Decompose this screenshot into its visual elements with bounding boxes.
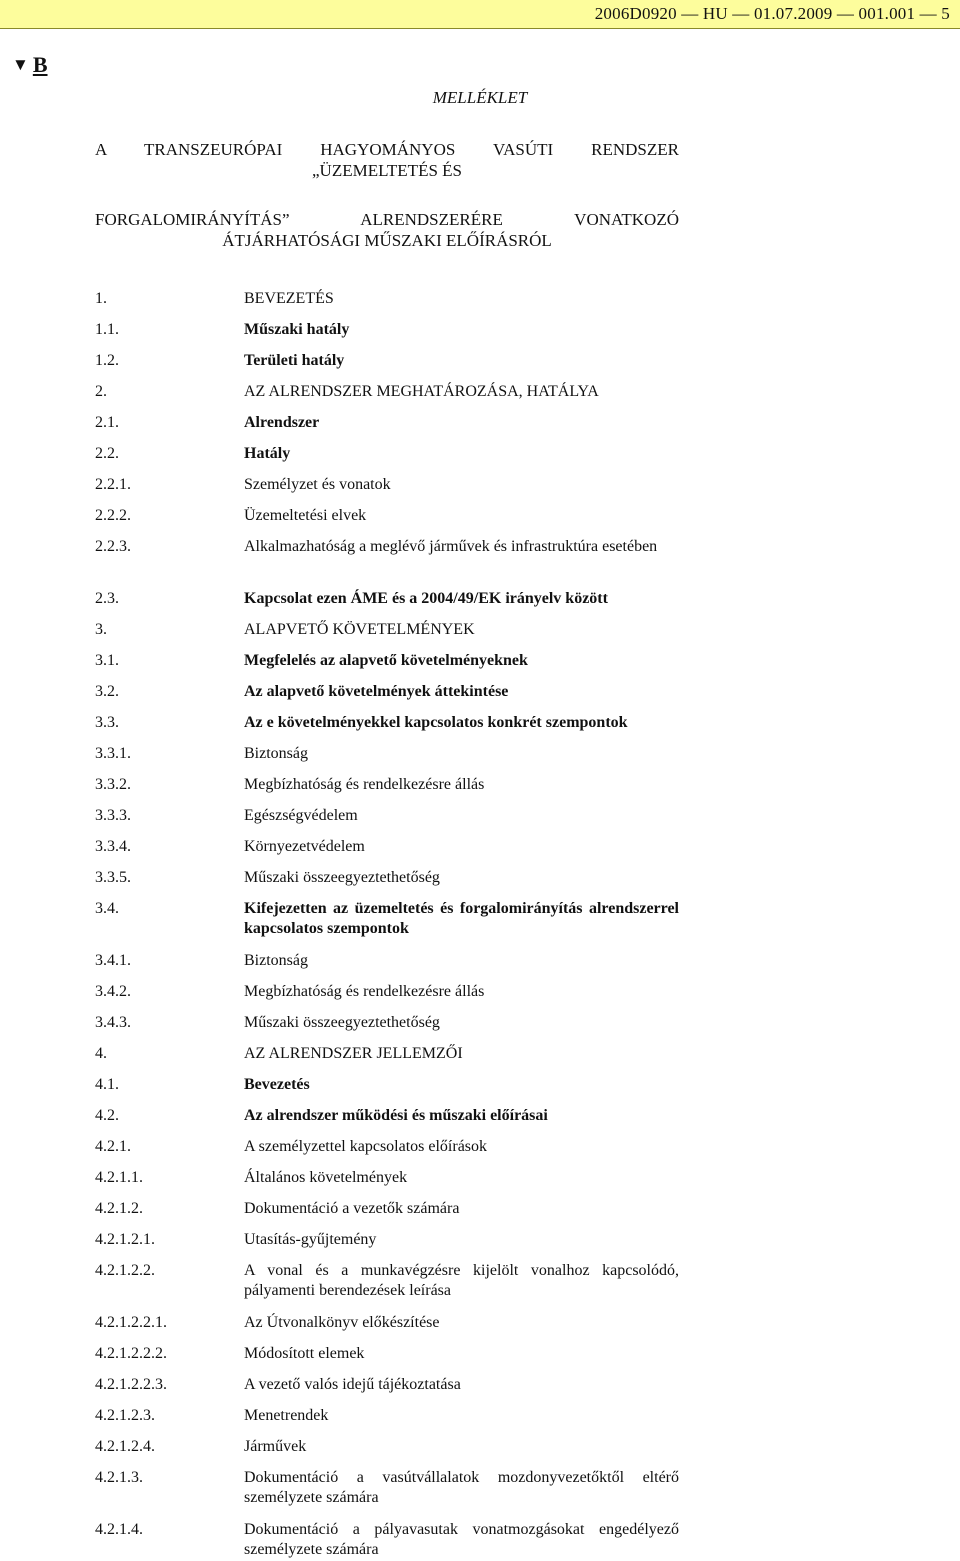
toc-entry-number: 3.3.2. bbox=[95, 776, 131, 793]
toc-entry-number: 2.1. bbox=[95, 414, 119, 431]
toc-entry-number: 4.2.1.2.2.3. bbox=[95, 1376, 167, 1393]
toc-entry-number: 3.4.3. bbox=[95, 1014, 131, 1031]
toc-entry-title: Kifejezetten az üzemeltetés és forgalomirányítás alrendszerrel kapcsolatos szempontok bbox=[244, 900, 679, 937]
title-line: A TRANSZEURÓPAI HAGYOMÁNYOS VASÚTI RENDSZER bbox=[95, 140, 679, 159]
toc-entry-number: 4.2.1.2.3. bbox=[95, 1407, 155, 1424]
toc-entry-title: Dokumentáció a vasútvállalatok mozdonyvezetőktől eltérő személyzete számára bbox=[244, 1469, 679, 1506]
toc-entry-title: Bevezetés bbox=[244, 1076, 310, 1093]
toc-entry-title: Az alapvető követelmények áttekintése bbox=[244, 683, 509, 700]
toc-entry-number: 3.3.1. bbox=[95, 745, 131, 762]
title-line: FORGALOMIRÁNYÍTÁS” ALRENDSZERÉRE VONATKOZÓ bbox=[95, 210, 679, 229]
toc-entry-number: 2.3. bbox=[95, 590, 119, 607]
toc-entry-title: Általános követelmények bbox=[244, 1169, 408, 1186]
toc-entry-number: 2.2.2. bbox=[95, 507, 131, 524]
toc-entry-title: Járművek bbox=[244, 1438, 307, 1455]
toc-entry-number: 2.2.3. bbox=[95, 538, 131, 555]
amendment-marker bbox=[12, 52, 48, 78]
toc-entry-title: Műszaki összeegyeztethetőség bbox=[244, 1014, 440, 1031]
toc-entry-title: Biztonság bbox=[244, 952, 308, 969]
title-part-2 bbox=[95, 209, 679, 251]
toc-entry-title: Utasítás-gyűjtemény bbox=[244, 1231, 377, 1248]
toc-entry-number: 3.3.4. bbox=[95, 838, 131, 855]
toc-entry-number: 3.1. bbox=[95, 652, 119, 669]
toc-entry-title: Hatály bbox=[244, 445, 291, 462]
toc-entry-number: 4.2.1.3. bbox=[95, 1469, 143, 1486]
marker-letter: B bbox=[32, 52, 48, 77]
toc-entry-number: 2.2. bbox=[95, 445, 119, 462]
toc-entry-title: Alkalmazhatóság a meglévő járművek és infrastruktúra esetében bbox=[244, 538, 658, 555]
title-line: „ÜZEMELTETÉS ÉS bbox=[312, 161, 462, 180]
toc-entry-number: 4.2.1.2.2.1. bbox=[95, 1314, 167, 1331]
toc-entry-title: AZ ALRENDSZER MEGHATÁROZÁSA, HATÁLYA bbox=[244, 383, 599, 400]
toc-entry-title: BEVEZETÉS bbox=[244, 290, 334, 307]
toc-entry-number: 4.2.1. bbox=[95, 1138, 131, 1155]
toc-entry-title: Megfelelés az alapvető követelményeknek bbox=[244, 652, 528, 669]
toc-entry-number: 4.1. bbox=[95, 1076, 119, 1093]
toc-entry-title: A vonal és a munkavégzésre kijelölt vonalhoz kapcsolódó, pályamenti berendezések leírása bbox=[244, 1262, 679, 1299]
document-reference: 2006D0920 — HU — 01.07.2009 — 001.001 — 5 bbox=[594, 4, 950, 23]
title-line: ÁTJÁRHATÓSÁGI MŰSZAKI ELŐÍRÁSRÓL bbox=[222, 231, 552, 250]
toc-entry-number: 4.2.1.2.4. bbox=[95, 1438, 155, 1455]
toc-entry-number: 3.2. bbox=[95, 683, 119, 700]
toc-entry-title: Dokumentáció a pályavasutak vonatmozgásokat engedélyező személyzete számára bbox=[244, 1521, 679, 1558]
toc-entry-number: 3.3. bbox=[95, 714, 119, 731]
title-part-1 bbox=[95, 139, 679, 181]
toc-entry-title: Az e követelményekkel kapcsolatos konkrét szempontok bbox=[244, 714, 628, 731]
toc-entry-title: A személyzettel kapcsolatos előírások bbox=[244, 1138, 488, 1155]
toc-entry-title: Területi hatály bbox=[244, 352, 345, 369]
document-header-bar bbox=[0, 0, 960, 29]
toc-entry-number: 3.3.5. bbox=[95, 869, 131, 886]
toc-entry-number: 4.2.1.2.2. bbox=[95, 1262, 155, 1279]
toc-entry-title: Kapcsolat ezen ÁME és a 2004/49/EK irányelv között bbox=[244, 590, 608, 607]
down-triangle-icon: ▼ bbox=[12, 55, 29, 74]
toc-entry-title: Alrendszer bbox=[244, 414, 320, 431]
toc-entry-title: Üzemeltetési elvek bbox=[244, 507, 367, 524]
toc-entry-title: Az alrendszer működési és műszaki előírásai bbox=[244, 1107, 548, 1124]
toc-entry-title: Megbízhatóság és rendelkezésre állás bbox=[244, 983, 485, 1000]
toc-entry-number: 3.4.1. bbox=[95, 952, 131, 969]
toc-entry-title: Egészségvédelem bbox=[244, 807, 358, 824]
toc-entry-title: Személyzet és vonatok bbox=[244, 476, 391, 493]
toc-entry-number: 1.2. bbox=[95, 352, 119, 369]
toc-entry-number: 3.4. bbox=[95, 900, 119, 917]
toc-entry-number: 1.1. bbox=[95, 321, 119, 338]
toc-entry-title: Az Útvonalkönyv előkészítése bbox=[244, 1314, 440, 1331]
toc-entry-number: 4.2.1.2.2.2. bbox=[95, 1345, 167, 1362]
toc-entry-title: AZ ALRENDSZER JELLEMZŐI bbox=[244, 1045, 463, 1062]
toc-entry-number: 1. bbox=[95, 290, 107, 307]
toc-entry-number: 2. bbox=[95, 383, 107, 400]
toc-entry-title: Dokumentáció a vezetők számára bbox=[244, 1200, 460, 1217]
toc-entry-title: Műszaki hatály bbox=[244, 321, 350, 338]
toc-entry-number: 2.2.1. bbox=[95, 476, 131, 493]
toc-entry-title: Módosított elemek bbox=[244, 1345, 365, 1362]
toc-entry-title: Biztonság bbox=[244, 745, 308, 762]
toc-entry-title: Műszaki összeegyeztethetőség bbox=[244, 869, 440, 886]
toc-entry-number: 3. bbox=[95, 621, 107, 638]
toc-entry-title: A vezető valós idejű tájékoztatása bbox=[244, 1376, 461, 1393]
toc-entry-number: 3.4.2. bbox=[95, 983, 131, 1000]
toc-entry-number: 4.2.1.2. bbox=[95, 1200, 143, 1217]
toc-entry-number: 4.2.1.2.1. bbox=[95, 1231, 155, 1248]
toc-entry-number: 4.2.1.4. bbox=[95, 1521, 143, 1538]
toc-entry-number: 4.2.1.1. bbox=[95, 1169, 143, 1186]
toc-entry-title: ALAPVETŐ KÖVETELMÉNYEK bbox=[244, 621, 475, 638]
toc-entry-number: 4.2. bbox=[95, 1107, 119, 1124]
annex-heading: MELLÉKLET bbox=[432, 88, 528, 107]
toc-entry-title: Megbízhatóság és rendelkezésre állás bbox=[244, 776, 485, 793]
toc-entry-title: Menetrendek bbox=[244, 1407, 329, 1424]
toc-entry-title: Környezetvédelem bbox=[244, 838, 365, 855]
toc-entry-number: 3.3.3. bbox=[95, 807, 131, 824]
toc-entry-number: 4. bbox=[95, 1045, 107, 1062]
